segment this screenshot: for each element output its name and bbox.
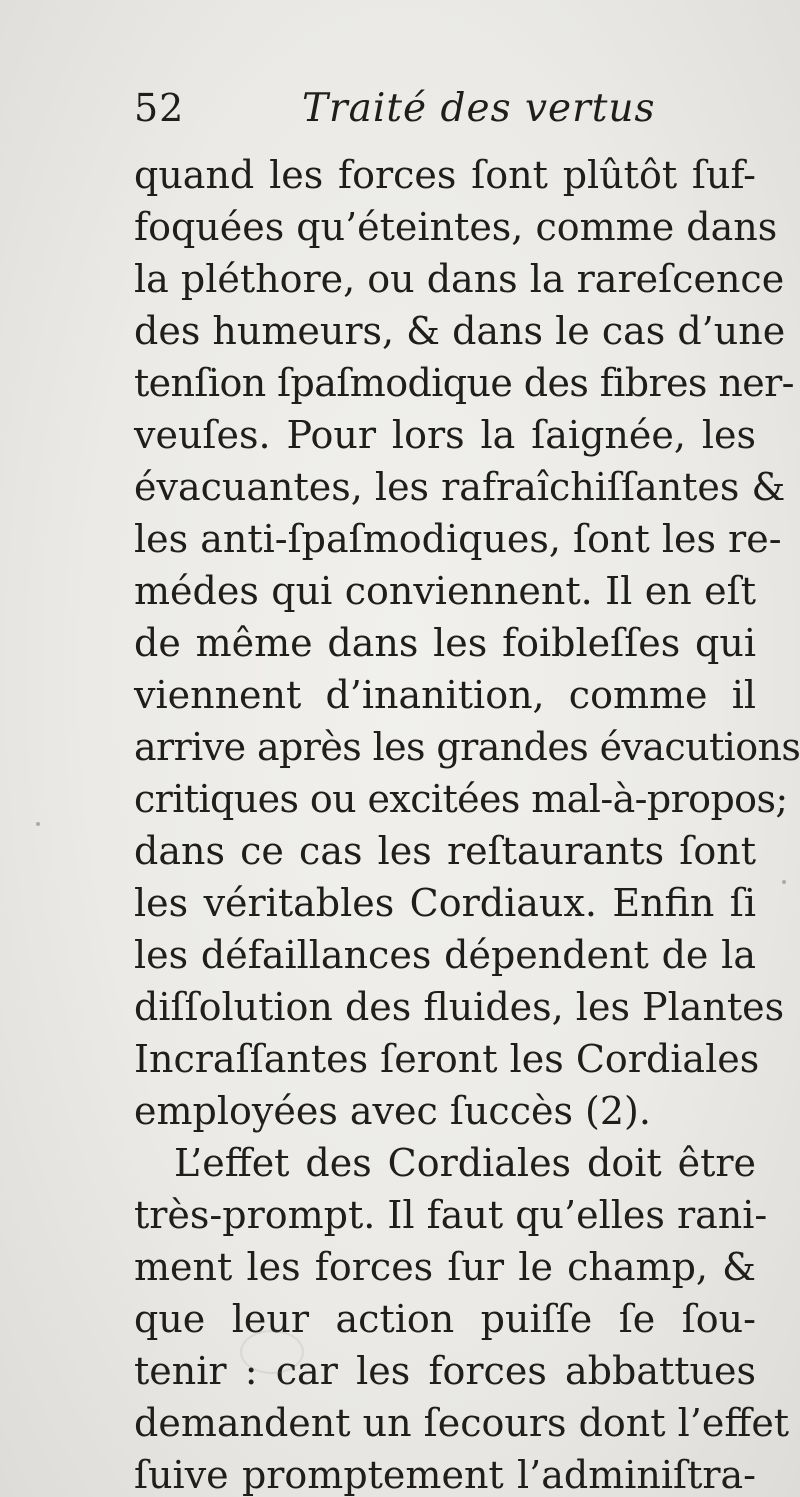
text-line: demandent un ſecours dont l’effet <box>134 1401 790 1445</box>
page-header <box>134 86 754 136</box>
text-line: quand les forces ſont plûtôt ſuf- <box>134 153 756 197</box>
text-line: évacuantes, les rafraîchiſſantes & <box>134 465 786 509</box>
text-line: veuſes. Pour lors la ſaignée, les <box>134 413 756 457</box>
text-line: employées avec ſuccès (2). <box>134 1089 651 1133</box>
show-through-mark <box>240 1330 304 1374</box>
text-line: les véritables Cordiaux. Enfin ſi <box>134 881 756 925</box>
text-line: ſuive promptement l’adminiſtra- <box>134 1453 756 1497</box>
text-line: arrive après les grandes évacutions <box>134 725 800 769</box>
text-line: Incraſſantes ſeront les Cordiales <box>134 1037 760 1081</box>
text-line: viennent d’inanition, comme il <box>134 673 756 717</box>
text-line: des humeurs, & dans le cas d’une <box>134 309 786 353</box>
paper-speck <box>782 880 786 884</box>
text-line: que leur action puiſſe ſe ſou- <box>134 1297 756 1341</box>
text-line: les anti-ſpaſmodiques, ſont les re- <box>134 517 782 561</box>
text-line: la pléthore, ou dans la rareſcence <box>134 257 785 301</box>
page-number: 52 <box>134 86 185 130</box>
paper-speck <box>36 822 40 826</box>
text-line: de même dans les foibleſſes qui <box>134 621 756 665</box>
text-line: tenſion ſpaſmodique des fibres ner- <box>134 361 794 405</box>
text-line: dans ce cas les reſtaurants ſont <box>134 829 756 873</box>
text-line: très-prompt. Il faut qu’elles rani- <box>134 1193 768 1237</box>
text-line: foquées qu’éteintes, comme dans <box>134 205 778 249</box>
text-line: ment les forces ſur le champ, & <box>134 1245 756 1289</box>
text-line: les défaillances dépendent de la <box>134 933 756 977</box>
text-line: diſſolution des fluides, les Plantes <box>134 985 785 1029</box>
text-line: tenir : car les forces abbattues <box>134 1349 756 1393</box>
text-line: médes qui conviennent. Il en eſt <box>134 569 756 613</box>
running-title: Traité des vertus <box>302 86 656 131</box>
body-text <box>134 152 800 1497</box>
text-line: critiques ou excitées mal-à-propos; <box>134 777 788 821</box>
text-line: L’effet des Cordiales doit être <box>174 1141 756 1185</box>
